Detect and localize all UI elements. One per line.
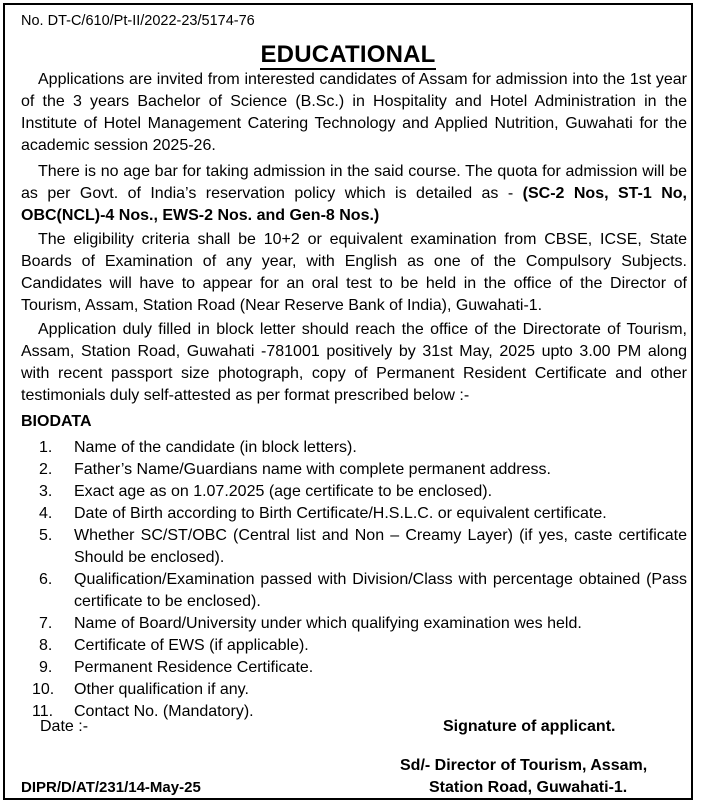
paragraph-eligibility: The eligibility criteria shall be 10+2 or equivalent examination from CBSE, ICSE, State Boards of Examination of any year, with English as one of the Compulsory Subjects. Candidates will have to appear for an oral test to be held in the office of the Director of Tourism, Assam, Station Road (Near Reserve Bank of India), Guwahati-1. — [21, 231, 687, 314]
biodata-item — [21, 569, 687, 613]
biodata-item-text: Date of Birth according to Birth Certificate/H.S.L.C. or equivalent certificate. — [74, 505, 607, 522]
paragraph-quota — [21, 161, 687, 227]
biodata-item-text: Name of the candidate (in block letters). — [74, 439, 357, 456]
biodata-item-text: Whether SC/ST/OBC (Central list and Non – Creamy Layer) (if yes, caste certificate Should be enclosed). — [74, 527, 687, 566]
biodata-item — [21, 613, 687, 635]
biodata-item-number: 3. — [39, 483, 53, 500]
biodata-item — [21, 481, 687, 503]
biodata-item-text: Exact age as on 1.07.2025 (age certificate to be enclosed). — [74, 483, 493, 500]
signatory-line-1: Sd/- Director of Tourism, Assam, — [400, 757, 648, 774]
biodata-item-number: 6. — [39, 571, 53, 588]
date-label: Date :- — [40, 718, 89, 735]
notice-title — [5, 41, 691, 69]
dipr-code: DIPR/D/AT/231/14-May-25 — [21, 779, 201, 796]
quota-details: (SC-2 Nos, ST-1 No, OBC(NCL)-4 Nos., EWS-2 Nos. and Gen-8 Nos.) — [21, 185, 687, 224]
biodata-item — [21, 635, 687, 657]
signatory-line-2: Station Road, Guwahati-1. — [429, 779, 628, 796]
paragraph-invitation: Applications are invited from interested candidates of Assam for admission into the 1st year of the 3 years Bachelor of Science (B.Sc.) in Hospitality and Hotel Administration in the Institute of Hotel Management Catering Technology and Applied Nutrition, Guwahati for the academic session 2025-26. — [21, 71, 687, 154]
biodata-item-number: 4. — [39, 505, 53, 522]
biodata-item-text: Qualification/Examination passed with Division/Class with percentage obtained (Pass certificate to be enclosed). — [74, 571, 687, 610]
biodata-list — [21, 437, 687, 723]
reference-number: No. DT-C/610/Pt-II/2022-23/5174-76 — [21, 13, 255, 29]
biodata-item-text: Contact No. (Mandatory). — [74, 703, 254, 720]
paragraph-submission: Application duly filled in block letter should reach the office of the Directorate of Tourism, Assam, Station Road, Guwahati -781001 positively by 31st May, 2025 upto 3.00 PM along with recent passport size photograph, copy of Permanent Resident Certificate and other testimonials duly self-attested as per format prescribed below :- — [21, 321, 687, 404]
biodata-item-number: 1. — [39, 439, 53, 456]
biodata-item — [21, 503, 687, 525]
biodata-item — [21, 657, 687, 679]
biodata-item-number: 5. — [39, 527, 53, 544]
biodata-item — [21, 459, 687, 481]
biodata-item-text: Other qualification if any. — [74, 681, 249, 698]
biodata-item-text: Father’s Name/Guardians name with complete permanent address. — [74, 461, 551, 478]
biodata-item-number: 2. — [39, 461, 53, 478]
biodata-item-number: 10. — [32, 681, 55, 698]
biodata-item — [21, 679, 687, 701]
notice-box — [3, 3, 693, 800]
biodata-item-text: Certificate of EWS (if applicable). — [74, 637, 309, 654]
quota-text: There is no age bar for taking admission in the said course. The quota for admission will be as per Govt. of India’s reservation policy which is detailed as - — [21, 163, 687, 202]
biodata-item-text: Name of Board/University under which qualifying examination wes held. — [74, 615, 582, 632]
notice-title-text: EDUCATIONAL — [260, 41, 436, 68]
signature-label: Signature of applicant. — [443, 718, 616, 735]
biodata-item-text: Permanent Residence Certificate. — [74, 659, 314, 676]
biodata-item-number: 11. — [32, 703, 54, 720]
biodata-item — [21, 525, 687, 569]
biodata-heading: BIODATA — [21, 413, 92, 430]
biodata-item-number: 8. — [39, 637, 53, 654]
biodata-item-number: 7. — [39, 615, 53, 632]
biodata-item — [21, 437, 687, 459]
biodata-item-number: 9. — [39, 659, 53, 676]
